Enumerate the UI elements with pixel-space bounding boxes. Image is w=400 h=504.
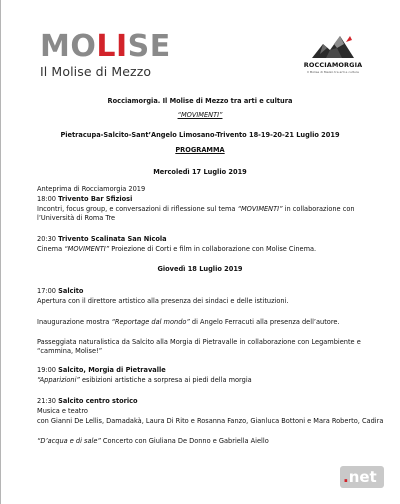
day1-event1-description xyxy=(37,205,362,214)
rocciamorgia-logo xyxy=(303,30,363,74)
molise-logo xyxy=(40,29,171,79)
day1-event2-description xyxy=(37,245,316,254)
molise-wordmark xyxy=(40,29,171,64)
day2-event2-description xyxy=(37,376,252,385)
desc-emphasis: “MOVIMENTI” xyxy=(237,205,283,213)
event-time: 18:00 xyxy=(37,195,57,203)
desc-text: di Angelo Ferracuti alla presenza dell’autore. xyxy=(189,318,340,326)
desc-text: Incontri, focus group, e conversazioni di riflessione sul tema xyxy=(37,205,238,213)
day2-event3-description-line2: con Gianni De Lellis, Damadakà, Laura Di Rito e Rosanna Fanzo, Gianluca Bottoni e Mara Roberto, Cadira xyxy=(37,417,384,425)
desc-text: esibizioni artistiche a sorpresa ai piedi della morgia xyxy=(79,376,252,384)
desc-text: in collaborazione con xyxy=(282,205,355,213)
day1-event1-header xyxy=(37,195,132,204)
day2-event3-header xyxy=(37,397,138,406)
event-time: 21:30 xyxy=(37,397,57,405)
event-time: 20:30 xyxy=(37,235,57,243)
desc-text: Cinema xyxy=(37,245,65,253)
desc-emphasis: “MOVIMENTI” xyxy=(64,245,110,253)
desc-emphasis: “Reportage dal mondo” xyxy=(111,318,190,326)
places-and-dates: Pietracupa-Salcito-Sant’Angelo Limosano-Trivento 18-19-20-21 Luglio 2019 xyxy=(60,131,340,139)
molise-wordmark-part3: SE xyxy=(127,29,171,64)
preview-text: Anteprima di Rocciamorgia 2019 xyxy=(37,185,146,193)
rocciamorgia-tagline: Il Molise di Mezzo tra arti e cultura xyxy=(307,70,359,74)
day2-event2-header xyxy=(37,366,166,375)
day2-event1-description: Apertura con il direttore artistico alla presenza dei sindaci e delle istituzioni. xyxy=(37,297,289,305)
walk-text-line1: Passeggiata naturalistica da Salcito alla Morgia di Pietravalle in collaborazione con Legambiente e xyxy=(37,338,361,346)
inauguration-text xyxy=(37,318,340,327)
day1-event2-header xyxy=(37,235,167,244)
desc-text: Inaugurazione mostra xyxy=(37,318,112,326)
event-time: 19:00 xyxy=(37,366,57,374)
net-watermark xyxy=(340,466,384,488)
concert-text xyxy=(37,437,269,446)
event-place: Trivento Bar Sfiziosi xyxy=(58,195,133,203)
event-place: Salcito xyxy=(58,287,84,295)
rocciamorgia-mountain-icon xyxy=(310,30,356,60)
day2-event3-description-line1: Musica e teatro xyxy=(37,407,88,415)
desc-emphasis: “Apparizioni” xyxy=(37,376,80,384)
event-place: Salcito, Morgia di Pietravalle xyxy=(58,366,166,374)
rocciamorgia-name: ROCCIAMORGIA xyxy=(303,61,363,69)
event-time: 17:00 xyxy=(37,287,57,295)
event-name: “MOVIMENTI” xyxy=(177,111,223,119)
event-place: Trivento Scalinata San Nicola xyxy=(58,235,167,243)
day1-event1-description-line2: l’Università di Roma Tre xyxy=(37,214,116,222)
day1-heading: Mercoledì 17 Luglio 2019 xyxy=(153,168,247,176)
event-place: Salcito centro storico xyxy=(58,397,138,405)
molise-logo-subtitle: Il Molise di Mezzo xyxy=(40,64,152,79)
walk-text-line2: “cammina, Molise!” xyxy=(37,347,103,355)
net-watermark-word: net xyxy=(348,468,377,486)
desc-text: Concerto con Giuliana De Donno e Gabriella Aiello xyxy=(100,437,269,445)
intro-title: Rocciamorgia. Il Molise di Mezzo tra arti e cultura xyxy=(107,97,293,105)
molise-wordmark-part1: MO xyxy=(40,29,97,64)
day2-heading: Giovedì 18 Luglio 2019 xyxy=(157,265,243,273)
page-left-border xyxy=(0,0,1,504)
net-watermark-dot: . xyxy=(343,468,349,486)
desc-text: Proiezione di Corti e film in collaborazione con Molise Cinema. xyxy=(109,245,317,253)
programma-heading: PROGRAMMA xyxy=(175,146,225,154)
desc-emphasis: “D’acqua e di sale” xyxy=(37,437,101,445)
day2-event1-header xyxy=(37,287,83,296)
molise-wordmark-part2: LI xyxy=(96,29,128,64)
net-watermark-text xyxy=(343,468,377,486)
